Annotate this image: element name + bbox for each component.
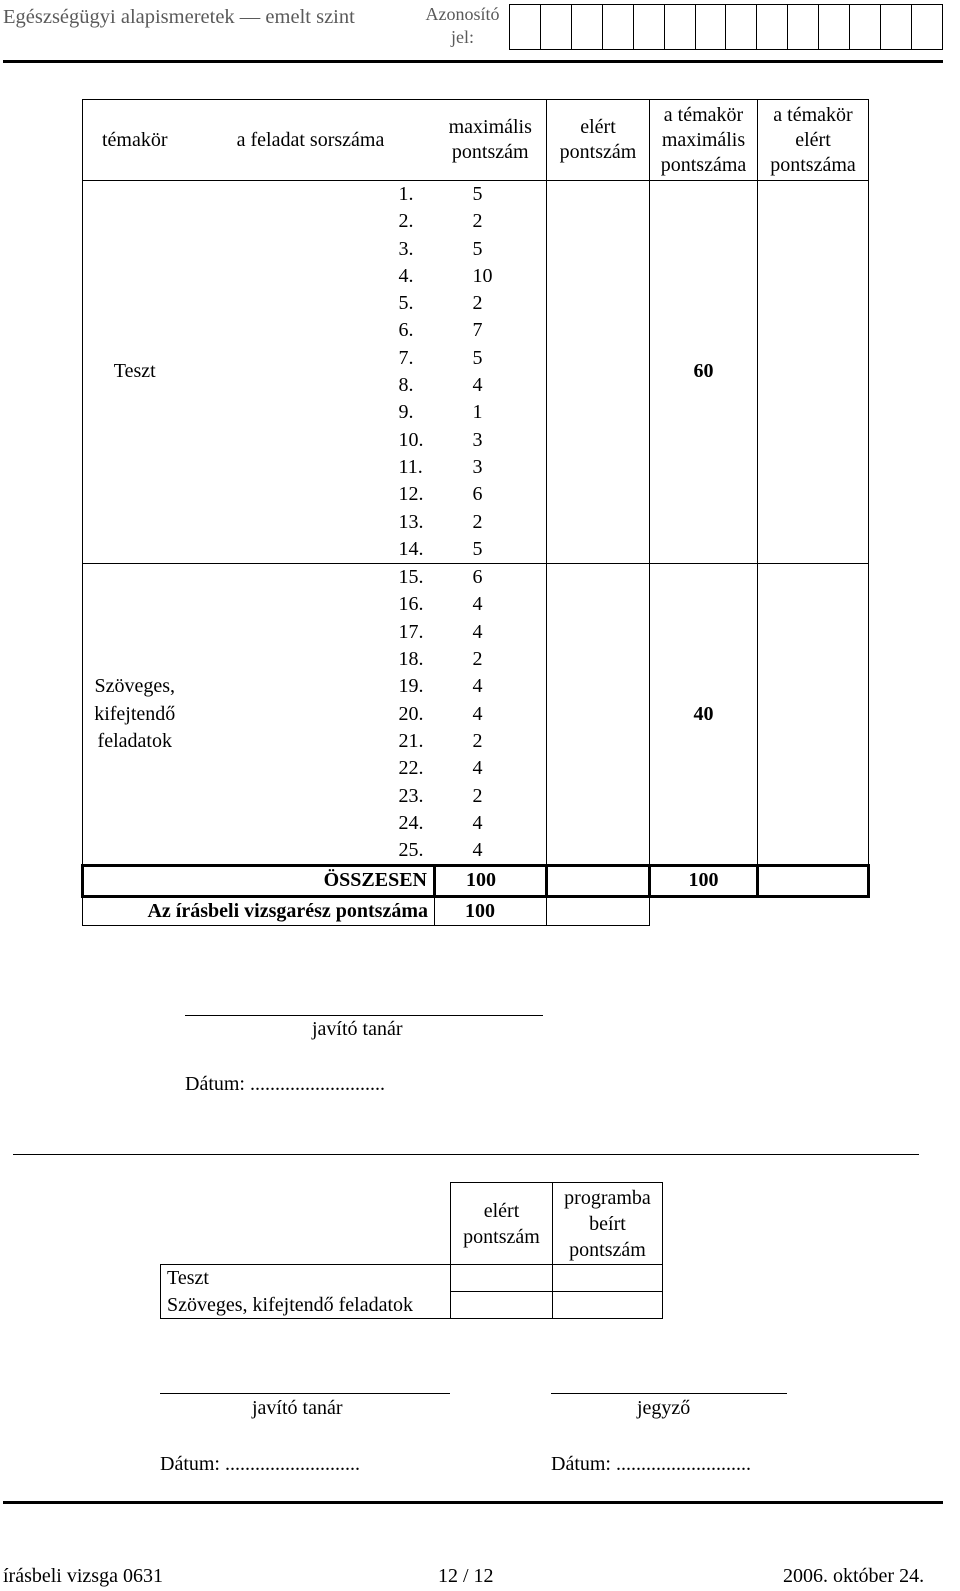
task-achieved-cell[interactable] bbox=[547, 345, 650, 372]
total-label: ÖSSZESEN bbox=[83, 866, 435, 896]
topic-max-points: 60 bbox=[650, 181, 758, 564]
task-number: 16. bbox=[398, 593, 424, 616]
task-max-points: 5 bbox=[472, 346, 483, 369]
task-number: 3. bbox=[398, 237, 414, 260]
task-achieved-cell[interactable] bbox=[547, 564, 650, 592]
szoveges-elert-cell[interactable] bbox=[451, 1292, 553, 1319]
task-achieved-cell[interactable] bbox=[547, 837, 650, 866]
signature-line[interactable] bbox=[185, 1015, 543, 1016]
task-number: 1. bbox=[398, 183, 414, 205]
task-number: 13. bbox=[398, 510, 424, 533]
topic-achieved-cell[interactable] bbox=[758, 181, 869, 564]
col-elert-pontszam: elért pontszám bbox=[451, 1183, 553, 1265]
footer-date: 2006. október 24. bbox=[783, 1565, 925, 1587]
written-max: 100 bbox=[435, 896, 547, 925]
col-elert: elért pontszám bbox=[547, 100, 650, 181]
section-divider bbox=[13, 1154, 919, 1155]
task-number: 22. bbox=[398, 757, 424, 780]
col-sorszam: a feladat sorszáma bbox=[187, 100, 435, 181]
task-number: 21. bbox=[398, 729, 424, 752]
task-achieved-cell[interactable] bbox=[547, 755, 650, 782]
footer-rule bbox=[3, 1501, 943, 1504]
table-row bbox=[161, 1292, 663, 1319]
task-achieved-cell[interactable] bbox=[547, 783, 650, 810]
total-achieved-cell[interactable] bbox=[547, 866, 650, 896]
task-number: 17. bbox=[398, 620, 424, 643]
task-max-points: 4 bbox=[472, 593, 483, 616]
task-number: 20. bbox=[398, 702, 424, 725]
col-topic-elert: a témakör elért pontszáma bbox=[758, 100, 869, 181]
azonosito-boxes[interactable] bbox=[509, 4, 943, 50]
total-topic-achieved-cell[interactable] bbox=[758, 866, 869, 896]
table-row bbox=[83, 181, 869, 209]
task-max-points: 1 bbox=[472, 401, 483, 424]
task-max-points: 2 bbox=[472, 648, 483, 671]
task-number: 6. bbox=[398, 319, 414, 342]
task-number: 2. bbox=[398, 210, 414, 233]
task-number: 23. bbox=[398, 784, 424, 807]
task-achieved-cell[interactable] bbox=[547, 591, 650, 618]
signature-left-role: javító tanár bbox=[252, 1397, 343, 1419]
task-max-points: 3 bbox=[472, 428, 483, 451]
task-max-points: 5 bbox=[472, 183, 483, 205]
teszt-elert-cell[interactable] bbox=[451, 1265, 553, 1292]
header-rule bbox=[3, 60, 943, 63]
task-number: 4. bbox=[398, 264, 414, 287]
signature-date: Dátum: ........................... bbox=[185, 1073, 385, 1095]
total-row bbox=[83, 866, 869, 896]
task-number: 11. bbox=[398, 455, 423, 478]
task-number: 5. bbox=[398, 292, 414, 315]
topic-achieved-cell[interactable] bbox=[758, 564, 869, 866]
task-achieved-cell[interactable] bbox=[547, 509, 650, 536]
task-achieved-cell[interactable] bbox=[547, 208, 650, 235]
task-max-points: 2 bbox=[472, 210, 483, 233]
task-achieved-cell[interactable] bbox=[547, 646, 650, 673]
signature-line-right[interactable] bbox=[551, 1393, 787, 1394]
signature-left-date: Dátum: ........................... bbox=[160, 1453, 360, 1475]
col-max: maximális pontszám bbox=[435, 100, 547, 181]
task-max-points: 5 bbox=[472, 237, 483, 260]
task-max-points: 2 bbox=[472, 292, 483, 315]
task-number: 18. bbox=[398, 648, 424, 671]
task-max-points: 6 bbox=[472, 566, 483, 589]
task-achieved-cell[interactable] bbox=[547, 454, 650, 481]
row-label-szoveges: Szöveges, kifejtendő feladatok bbox=[161, 1292, 451, 1319]
task-achieved-cell[interactable] bbox=[547, 263, 650, 290]
task-max-points: 4 bbox=[472, 757, 483, 780]
score-table bbox=[81, 99, 870, 926]
task-max-points: 5 bbox=[435, 536, 547, 564]
table-row bbox=[161, 1265, 663, 1292]
task-number: 9. bbox=[398, 401, 414, 424]
written-label: Az írásbeli vizsgarész pontszáma bbox=[83, 896, 435, 925]
task-achieved-cell[interactable] bbox=[547, 810, 650, 837]
task-achieved-cell[interactable] bbox=[547, 427, 650, 454]
task-achieved-cell[interactable] bbox=[547, 481, 650, 508]
task-number: 7. bbox=[398, 346, 414, 369]
task-number: 12. bbox=[398, 483, 424, 506]
col-programba-beirt: programba beírt pontszám bbox=[553, 1183, 663, 1265]
topic-max-points: 40 bbox=[650, 564, 758, 866]
task-achieved-cell[interactable] bbox=[547, 701, 650, 728]
summary-table bbox=[160, 1182, 663, 1319]
total-max: 100 bbox=[435, 866, 547, 896]
task-max-points: 2 bbox=[472, 510, 483, 533]
task-number: 24. bbox=[398, 811, 424, 834]
written-achieved-cell[interactable] bbox=[547, 896, 650, 925]
task-max-points: 2 bbox=[472, 729, 483, 752]
signature-right-role: jegyző bbox=[637, 1397, 691, 1419]
task-max-points: 4 bbox=[472, 374, 483, 397]
row-label-teszt: Teszt bbox=[161, 1265, 451, 1292]
task-max-points: 4 bbox=[472, 702, 483, 725]
footer-exam-code: írásbeli vizsga 0631 bbox=[3, 1565, 163, 1587]
azonosito-label: Azonosító jel: bbox=[425, 4, 500, 47]
task-max-points: 2 bbox=[472, 784, 483, 807]
signature-line-left[interactable] bbox=[160, 1393, 450, 1394]
table-header-row bbox=[83, 100, 869, 181]
task-max-points: 4 bbox=[472, 675, 483, 698]
task-achieved-cell[interactable] bbox=[547, 399, 650, 426]
task-max-points: 3 bbox=[472, 455, 483, 478]
col-temakor: témakör bbox=[83, 100, 187, 181]
task-achieved-cell[interactable] bbox=[547, 673, 650, 700]
section-name: Szöveges, kifejtendő feladatok bbox=[83, 564, 187, 866]
written-score-row bbox=[83, 896, 869, 925]
signature-right-date: Dátum: ........................... bbox=[551, 1453, 751, 1475]
task-max-points: 4 bbox=[472, 811, 483, 834]
teszt-programba-cell[interactable] bbox=[553, 1265, 663, 1292]
task-achieved-cell[interactable] bbox=[547, 372, 650, 399]
total-topic-max: 100 bbox=[650, 866, 758, 896]
task-number: 14. bbox=[187, 536, 435, 564]
task-achieved-cell[interactable] bbox=[547, 619, 650, 646]
task-number: 15. bbox=[398, 566, 424, 589]
task-achieved-cell[interactable] bbox=[547, 236, 650, 263]
page-number: 12 / 12 bbox=[438, 1565, 494, 1587]
task-achieved-cell[interactable] bbox=[547, 317, 650, 344]
task-max-points: 10 bbox=[472, 264, 493, 287]
task-max-points: 4 bbox=[472, 839, 483, 862]
task-number: 10. bbox=[398, 428, 424, 451]
task-achieved-cell[interactable] bbox=[547, 181, 650, 209]
szoveges-programba-cell[interactable] bbox=[553, 1292, 663, 1319]
section-name: Teszt bbox=[83, 181, 187, 564]
signature-role: javító tanár bbox=[312, 1018, 403, 1040]
task-number: 8. bbox=[398, 374, 414, 397]
task-number: 19. bbox=[398, 675, 424, 698]
task-max-points: 6 bbox=[472, 483, 483, 506]
header-title: Egészségügyi alapismeretek — emelt szint bbox=[3, 6, 355, 28]
task-number: 25. bbox=[398, 839, 424, 862]
task-achieved-cell[interactable] bbox=[547, 290, 650, 317]
task-max-points: 7 bbox=[472, 319, 483, 342]
table-row bbox=[83, 564, 869, 592]
col-topic-max: a témakör maximális pontszáma bbox=[650, 100, 758, 181]
task-achieved-cell[interactable] bbox=[547, 728, 650, 755]
task-max-points: 4 bbox=[472, 620, 483, 643]
task-achieved-cell[interactable] bbox=[547, 536, 650, 564]
